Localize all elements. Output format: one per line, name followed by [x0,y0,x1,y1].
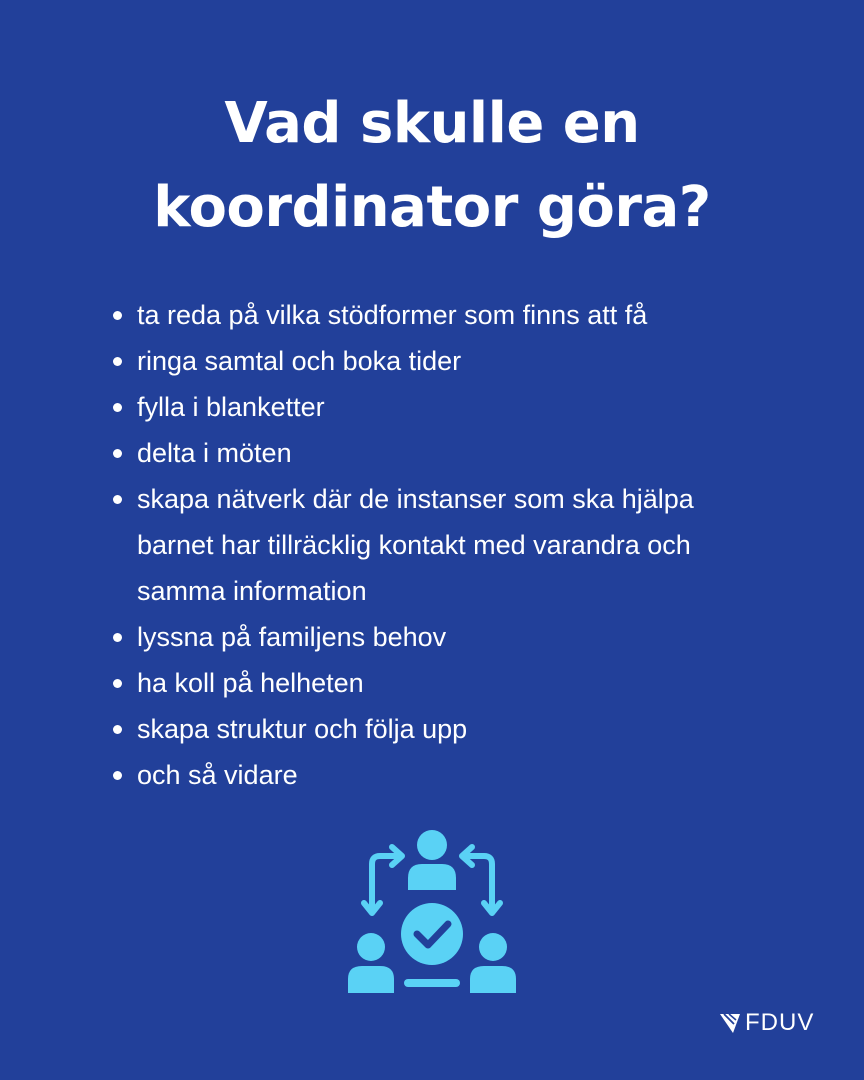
task-list [113,292,753,798]
list-item: delta i möten [113,430,753,476]
bird-wing-icon [720,1012,742,1034]
list-item: skapa nätverk där de instanser som ska hjälpa barnet har tillräcklig kontakt med varandra och samma information [113,476,753,614]
fduv-logo [720,1008,814,1038]
title-line-2: koordinator göra? [153,175,711,240]
page-title [0,82,864,250]
list-item: skapa struktur och följa upp [113,706,753,752]
list-item: ta reda på vilka stödformer som finns att få [113,292,753,338]
logo-text: FDUV [745,1009,815,1036]
list-item: fylla i blanketter [113,384,753,430]
title-line-1: Vad skulle en [224,91,640,156]
list-item: och så vidare [113,752,753,798]
list-item: lyssna på familjens behov [113,614,753,660]
coordinator-network-icon [344,826,520,998]
list-item: ha koll på helheten [113,660,753,706]
list-item: ringa samtal och boka tider [113,338,753,384]
